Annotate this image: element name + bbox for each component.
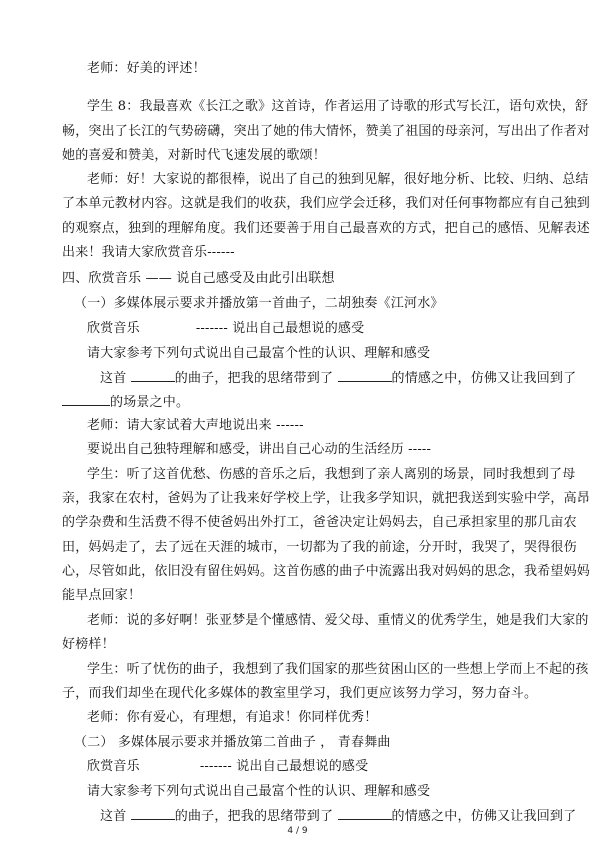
blank-field xyxy=(338,808,392,820)
fill-blank-line xyxy=(100,370,576,387)
subsection-heading: （二） 多媒体展示要求并播放第二首曲子 ， 青春舞曲 xyxy=(74,735,391,750)
paragraph-line: 老师：你有爱心，有理想，有追求！你同样优秀！ xyxy=(87,710,378,725)
paragraph-line: 学生：听了忧伤的曲子，我想到了我们国家的那些贫困山区的一些想上学而上不起的孩 xyxy=(87,662,589,677)
paragraph-line: 好榜样！ xyxy=(62,637,115,652)
fill-blank-line xyxy=(100,808,576,825)
paragraph-line: 老师：好！大家说的都很棒，说出了自己的独到见解，很好地分析、比较、归纳、总结 xyxy=(87,172,589,187)
paragraph-line: 的观察点，独到的理解角度。我们还要善于用自己最喜欢的方式，把自己的感悟、见解表述 xyxy=(62,221,591,236)
music-label: 欣赏音乐 xyxy=(87,321,140,336)
paragraph-line: 出来！我请大家欣赏音乐------ xyxy=(62,245,235,260)
paragraph-line: 子，而我们却坐在现代化多媒体的教室里学习，我们更应该努力学习，努力奋斗。 xyxy=(62,686,538,701)
fill-text: 这首 xyxy=(100,809,127,824)
paragraph-line: 请大家参考下列句式说出自己最富个性的认识、理解和感受 xyxy=(87,346,431,361)
section-heading: 四、欣赏音乐 —— 说自己感受及由此引出联想 xyxy=(62,271,335,286)
blank-field xyxy=(131,370,175,382)
paragraph-line: 了本单元教材内容。这就是我们的收获，我们应学会迁移，我们对任何事物都应有自己独到 xyxy=(62,196,591,211)
paragraph-line: 心，尽管如此，依旧没有留住妈妈。这首伤感的曲子中流露出我对妈妈的思念，我希望妈妈 xyxy=(62,564,591,579)
paragraph-line: 亲，我家在农村，爸妈为了让我来好学校上学，让我多学知识，就把我送到实验中学，高昂 xyxy=(62,491,591,506)
fill-text: 这首 xyxy=(100,371,127,386)
fill-text: 的情感之中，仿佛又让我回到了 xyxy=(391,809,577,824)
subsection-heading: （一）多媒体展示要求并播放第一首曲子，二胡独奏《江河水》 xyxy=(74,296,444,311)
blank-field xyxy=(62,394,110,406)
music-instruction: ------- 说出自己最想说的感受 xyxy=(195,321,365,336)
paragraph-line: 请大家参考下列句式说出自己最富个性的认识、理解和感受 xyxy=(87,784,431,799)
fill-text: 的场景之中。 xyxy=(110,395,190,410)
paragraph-line: 学生：听了这首优愁、伤感的音乐之后，我想到了亲人离别的场景，同时我想到了母 xyxy=(87,467,576,482)
blank-field xyxy=(131,808,175,820)
paragraph-line: 老师：好美的评述！ xyxy=(87,61,206,76)
paragraph-line: 的学杂费和生活费不得不使爸妈出外打工，爸爸决定让妈妈去，自己承担家里的那几亩农 xyxy=(62,515,577,530)
paragraph-line: 学生 8：我最喜欢《长江之歌》这首诗，作者运用了诗歌的形式写长江，语句欢快，舒 xyxy=(87,99,589,114)
paragraph-line: 她的喜爱和赞美，对新时代飞速发展的歌颂！ xyxy=(62,148,327,163)
paragraph-line: 田，妈妈走了，去了远在天涯的城市，一切都为了我的前途，分开时，我哭了，哭得很伤 xyxy=(62,540,577,555)
fill-blank-line xyxy=(62,394,189,411)
paragraph-line xyxy=(87,321,364,337)
paragraph-line: 能早点回家！ xyxy=(62,588,142,603)
paragraph-line xyxy=(87,759,368,775)
music-label: 欣赏音乐 xyxy=(87,759,140,774)
fill-text: 的情感之中，仿佛又让我回到了 xyxy=(391,371,577,386)
paragraph-line: 畅，突出了长江的气势磅礴，突出了她的伟大情怀，赞美了祖国的母亲河，写出出了作者对 xyxy=(62,124,591,139)
fill-text: 的曲子，把我的思绪带到了 xyxy=(174,809,334,824)
page-number: 4 / 9 xyxy=(287,826,308,836)
blank-field xyxy=(338,370,392,382)
paragraph-line: 要说出自己独特理解和感受，讲出自己心动的生活经历 ----- xyxy=(87,442,432,457)
fill-text: 的曲子，把我的思绪带到了 xyxy=(174,371,334,386)
music-instruction: ------- 说出自己最想说的感受 xyxy=(199,759,369,774)
paragraph-line: 老师：说的多好啊！张亚梦是个懂感情、爱父母、重情义的优秀学生，她是我们大家的 xyxy=(87,613,589,628)
paragraph-line: 老师：请大家试着大声地说出来 ------ xyxy=(87,418,304,433)
